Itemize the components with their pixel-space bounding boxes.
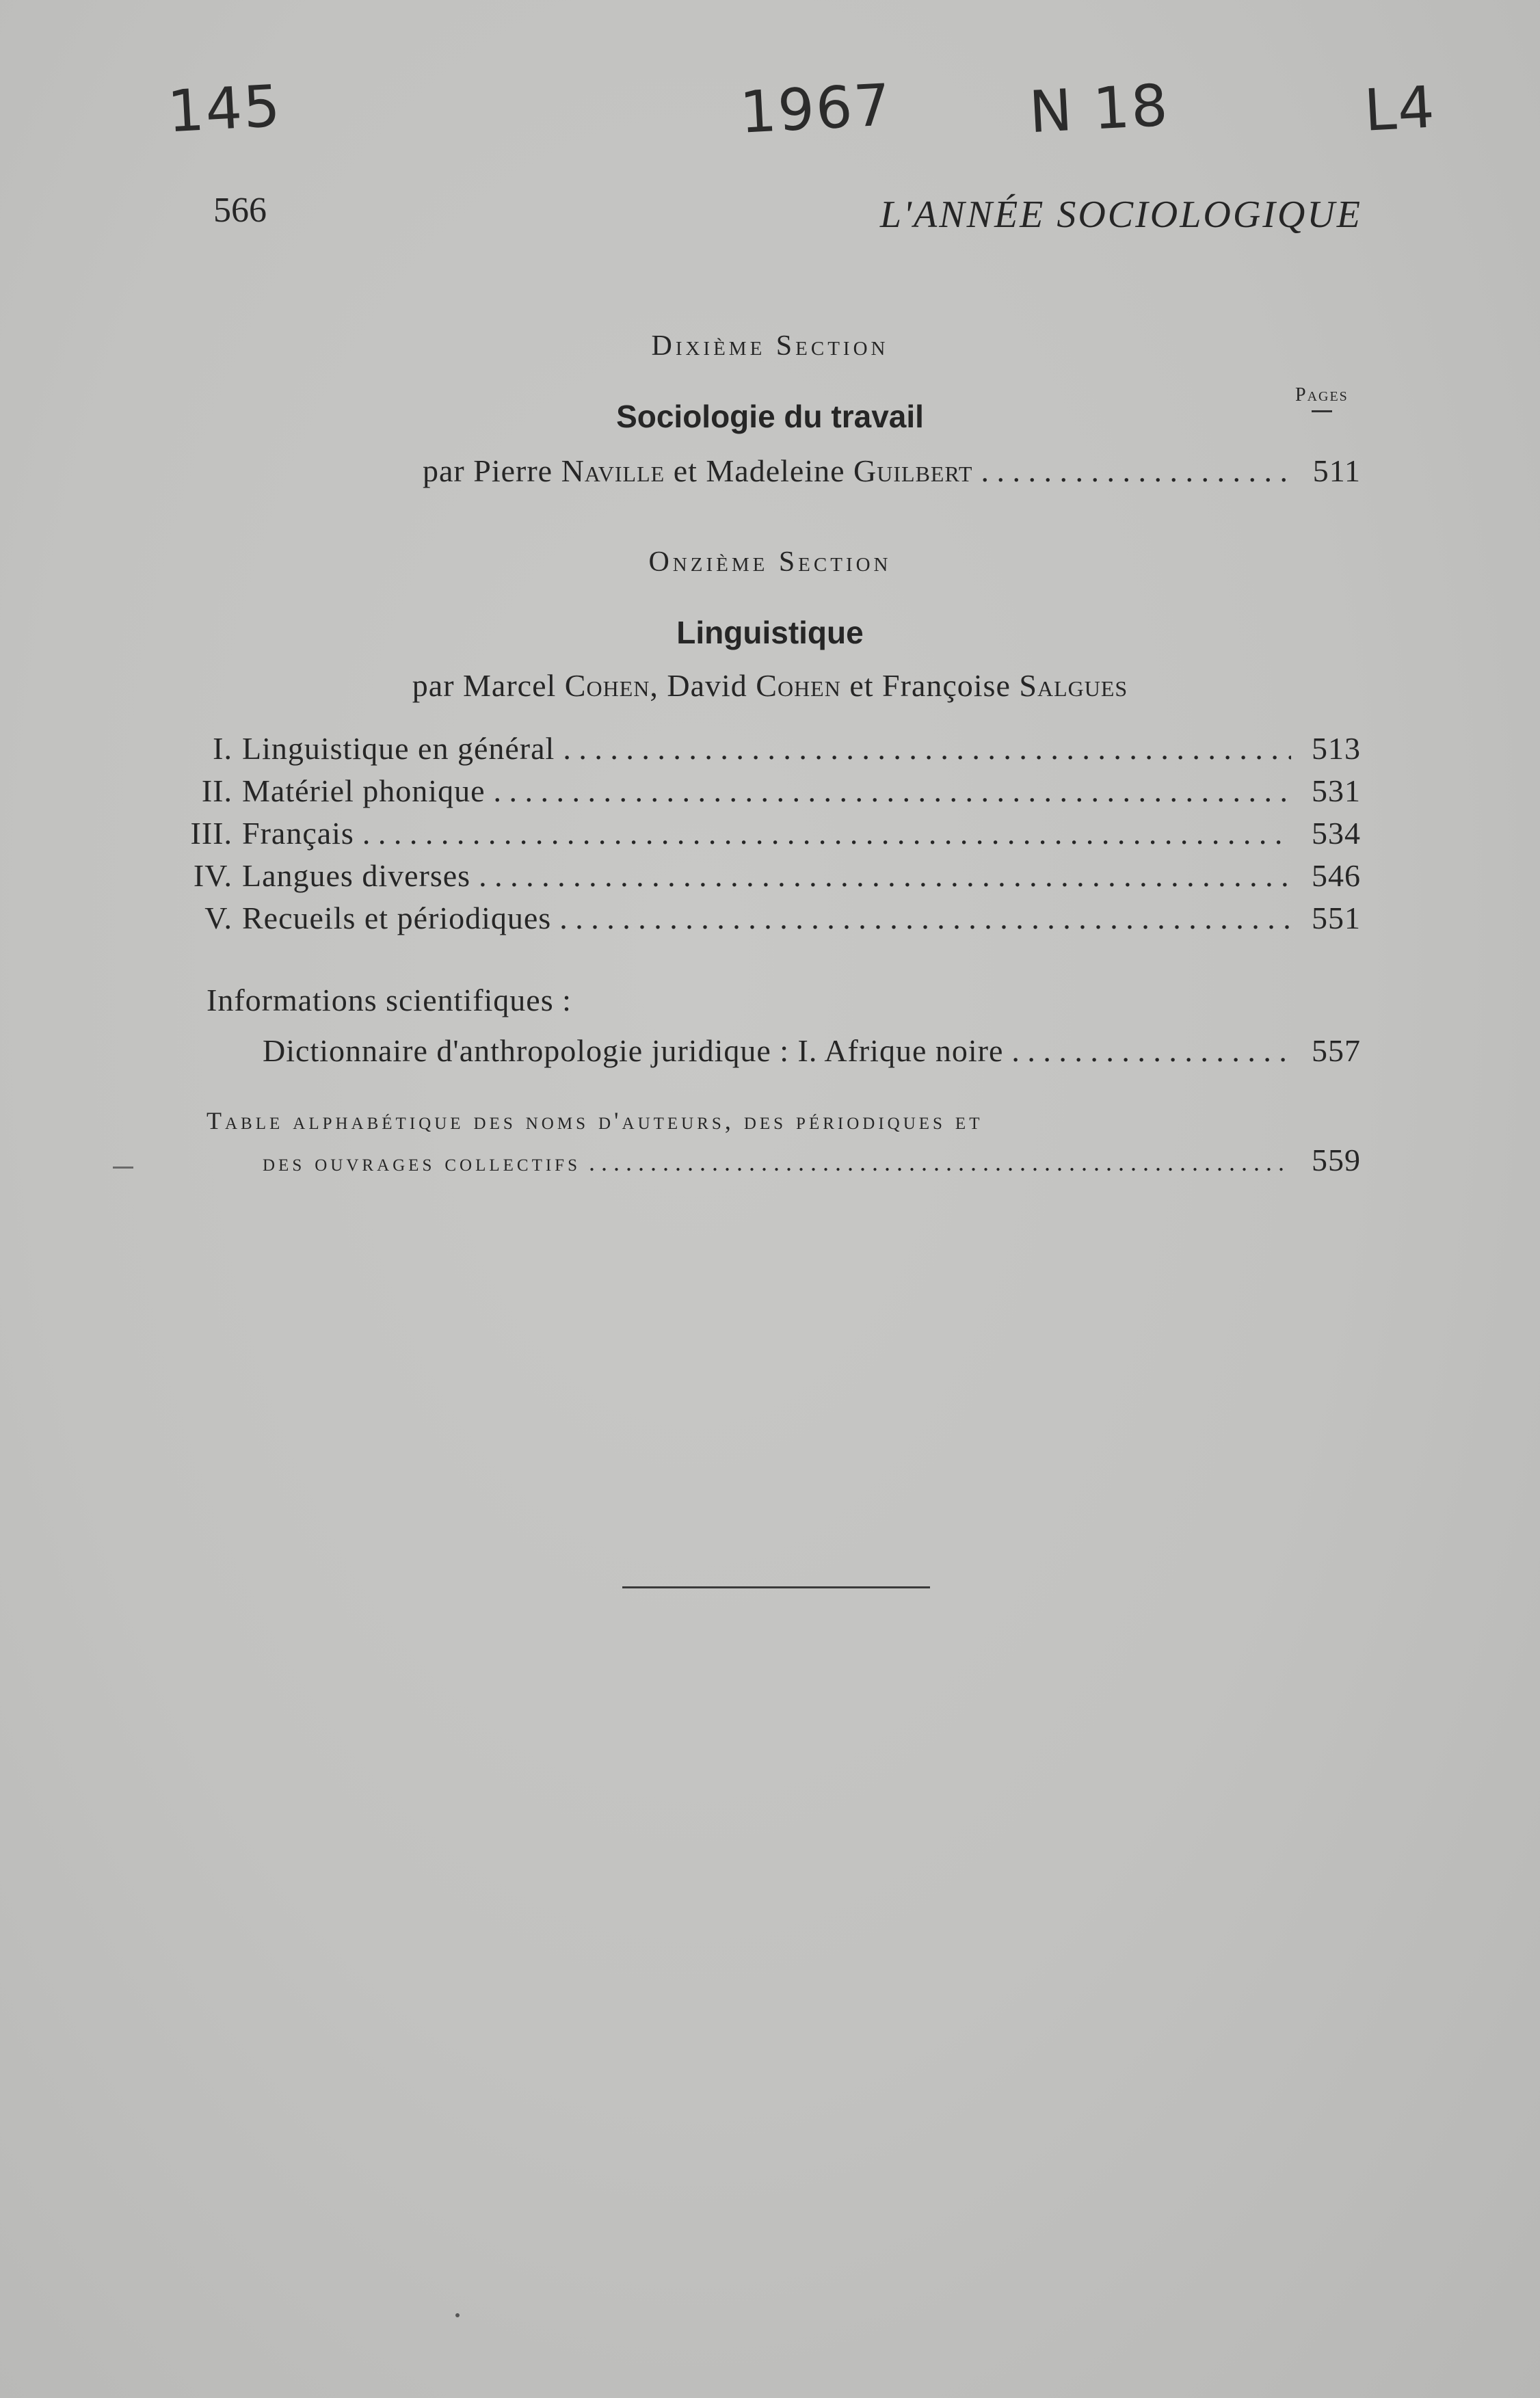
toc-entry-label (159, 815, 354, 851)
toc-entry (159, 900, 1361, 936)
end-rule (622, 1586, 930, 1588)
informations-entry (263, 1033, 1361, 1069)
handwritten-year: 1967 (738, 71, 894, 146)
toc-entry-text: Linguistique en général (242, 731, 555, 766)
table-heading-row (263, 1142, 1361, 1178)
running-title: L'ANNÉE SOCIOLOGIQUE (879, 194, 1362, 236)
informations-page: 557 (1312, 1033, 1361, 1068)
section-10-page: 511 (1312, 453, 1361, 488)
toc-entry-page: 546 (1312, 858, 1361, 893)
handwritten-ref: 145 (165, 72, 283, 146)
handwritten-number: N 18 (1027, 71, 1171, 146)
toc-entry (159, 730, 1361, 767)
section-11-heading: Onzième Section (648, 546, 892, 578)
paper-speck (455, 2313, 460, 2317)
author-david-cohen: Cohen (756, 668, 841, 703)
table-heading-line2: des ouvrages collectifs (263, 1149, 581, 1176)
author-naville: Naville (561, 453, 665, 488)
toc-entry-number: V. (204, 901, 233, 935)
toc-entry (159, 773, 1361, 809)
section-11-title: Linguistique (676, 615, 864, 650)
section-10-heading: Dixième Section (651, 330, 889, 362)
section-11-byline (0, 667, 1540, 704)
informations-entry-text: Dictionnaire d'anthropologie juridique : I. Afrique noire (263, 1033, 1004, 1068)
toc-entry-page: 551 (1312, 901, 1361, 935)
byline-mid: , David (650, 668, 747, 703)
leader-dots (981, 453, 1291, 489)
pages-label-text: Pages (1295, 384, 1349, 405)
byline-mid: et Madeleine (673, 453, 845, 488)
toc-entry-text: Français (242, 816, 354, 851)
toc-entry-label (159, 773, 486, 809)
toc-entry-number: IV. (193, 858, 233, 893)
table-heading-line1: Table alphabétique des noms d'auteurs, des périodiques et (207, 1107, 983, 1134)
byline-mid: et Françoise (849, 668, 1011, 703)
leader-dots (479, 857, 1291, 894)
toc-entry-label (159, 857, 470, 894)
leader-dots (559, 900, 1291, 936)
toc-entry (159, 815, 1361, 851)
toc-entry-text: Recueils et périodiques (242, 901, 552, 935)
author-salgues: Salgues (1019, 668, 1128, 703)
leader-dots (589, 1148, 1291, 1177)
handwritten-mark: L4 (1362, 73, 1437, 144)
byline-prefix: par Pierre (423, 453, 553, 488)
informations-heading: Informations scientifiques : (207, 983, 572, 1017)
leader-dots (1011, 1033, 1291, 1069)
leader-dots (563, 730, 1291, 767)
author-marcel-cohen: Cohen (564, 668, 650, 703)
toc-entry-page: 534 (1312, 816, 1361, 851)
toc-entry-label (159, 900, 551, 936)
section-10-title: Sociologie du travail (616, 399, 924, 434)
toc-entry-page: 531 (1312, 773, 1361, 808)
leader-dots (494, 773, 1291, 809)
toc-entry-number: I. (213, 731, 233, 766)
toc-entry-number: II. (201, 773, 233, 808)
byline-prefix: par Marcel (412, 668, 557, 703)
leader-dots (362, 815, 1291, 851)
author-guilbert: Guilbert (853, 453, 973, 488)
table-page: 559 (1312, 1143, 1361, 1177)
page-number: 566 (213, 191, 267, 230)
section-10-byline (423, 453, 972, 489)
toc-entry-page: 513 (1312, 731, 1361, 766)
toc-entry-label (159, 730, 555, 767)
section-10-byline-row (423, 453, 1361, 489)
toc-entry-text: Langues diverses (242, 858, 471, 893)
toc-entry-text: Matériel phonique (242, 773, 486, 808)
margin-tick (113, 1167, 133, 1169)
toc-entry-number: III. (190, 816, 233, 851)
toc-entry (159, 857, 1361, 894)
